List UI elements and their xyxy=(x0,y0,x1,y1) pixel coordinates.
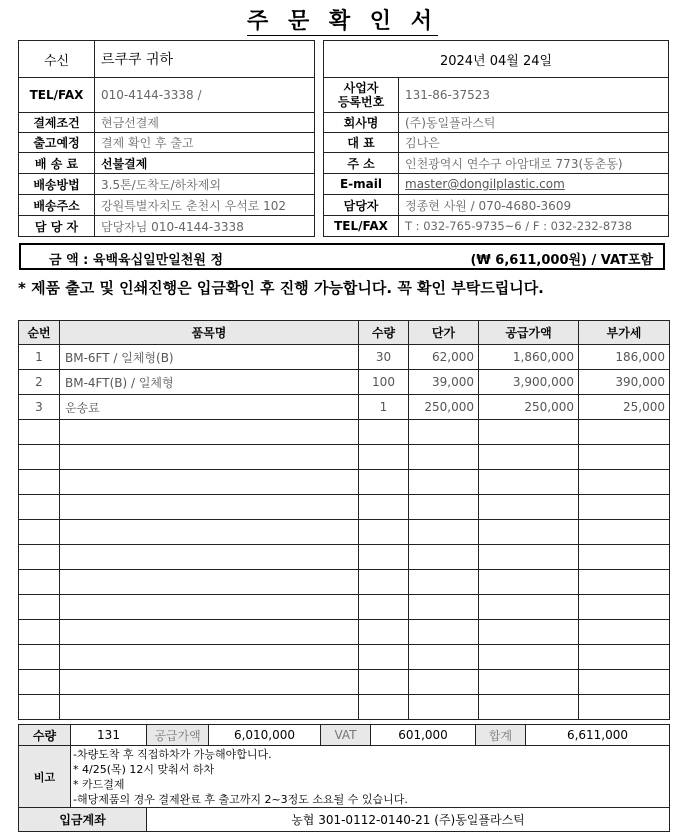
items-table xyxy=(18,320,670,720)
manager-value: 담당자님 010-4144-3338 xyxy=(95,216,315,237)
email-label: E-mail xyxy=(324,174,399,195)
empty-cell xyxy=(479,495,579,520)
company-value: (주)동일플라스틱 xyxy=(399,113,669,133)
summary-qty-value: 131 xyxy=(71,725,147,746)
empty-cell xyxy=(359,695,409,720)
empty-cell xyxy=(19,470,60,495)
row-name: BM-6FT / 일체형(B) xyxy=(60,345,359,370)
empty-table-row xyxy=(19,695,670,720)
ceo-value: 김나은 xyxy=(399,133,669,153)
bizno-label: 사업자 등록번호 xyxy=(324,78,399,113)
empty-cell xyxy=(479,595,579,620)
memo-label: 비고 xyxy=(19,746,71,808)
telfax-value: 010-4144-3338 / xyxy=(95,78,315,113)
delivery-address-label: 배송주소 xyxy=(19,195,95,216)
empty-cell xyxy=(479,520,579,545)
empty-cell xyxy=(409,570,479,595)
empty-cell xyxy=(19,445,60,470)
memo-line: * 카드결제 xyxy=(73,777,125,791)
empty-cell xyxy=(359,620,409,645)
empty-cell xyxy=(19,670,60,695)
empty-cell xyxy=(19,645,60,670)
empty-cell xyxy=(60,445,359,470)
row-no: 3 xyxy=(19,395,60,420)
delivery-fee-value: 선불결제 xyxy=(95,153,315,174)
empty-cell xyxy=(359,570,409,595)
table-row xyxy=(19,370,670,395)
payment-notice: * 제품 출고 및 인쇄진행은 입금확인 후 진행 가능합니다. 꼭 확인 부탁드립니다. xyxy=(18,279,544,297)
row-supply: 1,860,000 xyxy=(479,345,579,370)
empty-table-row xyxy=(19,595,670,620)
col-header-supply: 공급가액 xyxy=(479,321,579,345)
amount-korean: 금 액 : 육백육십일만일천원 정 xyxy=(49,253,223,268)
telfax-label: TEL/FAX xyxy=(19,78,95,113)
empty-cell xyxy=(409,545,479,570)
items-header-row xyxy=(19,321,670,345)
empty-cell xyxy=(479,470,579,495)
empty-cell xyxy=(579,470,670,495)
email-link[interactable]: master@dongilplastic.com xyxy=(405,177,565,191)
empty-cell xyxy=(579,445,670,470)
empty-cell xyxy=(60,645,359,670)
empty-cell xyxy=(479,545,579,570)
empty-cell xyxy=(19,545,60,570)
empty-cell xyxy=(409,670,479,695)
payment-label: 결제조건 xyxy=(19,113,95,133)
table-row xyxy=(19,395,670,420)
empty-cell xyxy=(19,695,60,720)
empty-cell xyxy=(19,570,60,595)
col-header-name: 품목명 xyxy=(60,321,359,345)
empty-cell xyxy=(579,595,670,620)
supplier-telfax-label: TEL/FAX xyxy=(324,216,399,237)
row-vat: 25,000 xyxy=(579,395,670,420)
empty-table-row xyxy=(19,495,670,520)
empty-cell xyxy=(60,470,359,495)
empty-cell xyxy=(579,645,670,670)
ceo-label: 대 표 xyxy=(324,133,399,153)
empty-cell xyxy=(60,620,359,645)
row-unit-price: 250,000 xyxy=(409,395,479,420)
empty-table-row xyxy=(19,420,670,445)
row-qty: 30 xyxy=(359,345,409,370)
recipient-value: 르쿠쿠 귀하 xyxy=(95,41,315,78)
memo-line: * 4/25(목) 12시 맞춰서 하차 xyxy=(73,762,215,776)
contact-value: 정종현 사원 / 070-4680-3609 xyxy=(399,195,669,216)
empty-cell xyxy=(479,620,579,645)
delivery-method-value: 3.5톤/도착도/하차제외 xyxy=(95,174,315,195)
empty-cell xyxy=(359,645,409,670)
row-unit-price: 62,000 xyxy=(409,345,479,370)
col-header-unit-price: 단가 xyxy=(409,321,479,345)
memo-line: -해당제품의 경우 결제완료 후 출고까지 2~3정도 소요될 수 있습니다. xyxy=(73,792,408,806)
delivery-address-value: 강원특별자치도 춘천시 우석로 102 xyxy=(95,195,315,216)
empty-cell xyxy=(60,420,359,445)
empty-cell xyxy=(579,420,670,445)
empty-cell xyxy=(60,495,359,520)
row-unit-price: 39,000 xyxy=(409,370,479,395)
summary-supply-label: 공급가액 xyxy=(147,725,209,746)
shipping-plan-label: 출고예정 xyxy=(19,133,95,153)
empty-cell xyxy=(579,670,670,695)
summary-vat-value: 601,000 xyxy=(371,725,476,746)
empty-cell xyxy=(60,545,359,570)
empty-cell xyxy=(579,695,670,720)
empty-cell xyxy=(359,445,409,470)
empty-cell xyxy=(359,545,409,570)
row-no: 2 xyxy=(19,370,60,395)
amount-box xyxy=(19,243,665,270)
empty-cell xyxy=(19,420,60,445)
document-title: 주 문 확 인 서 xyxy=(247,9,438,34)
empty-table-row xyxy=(19,520,670,545)
empty-cell xyxy=(409,445,479,470)
table-row xyxy=(19,345,670,370)
row-qty: 100 xyxy=(359,370,409,395)
empty-cell xyxy=(359,595,409,620)
memo-content xyxy=(71,746,670,808)
empty-cell xyxy=(359,670,409,695)
empty-cell xyxy=(60,570,359,595)
empty-cell xyxy=(60,670,359,695)
empty-cell xyxy=(359,520,409,545)
col-header-qty: 수량 xyxy=(359,321,409,345)
delivery-method-label: 배송방법 xyxy=(19,174,95,195)
empty-cell xyxy=(409,520,479,545)
address-value: 인천광역시 연수구 아암대로 773(동춘동) xyxy=(399,153,669,174)
empty-cell xyxy=(479,670,579,695)
empty-cell xyxy=(579,495,670,520)
empty-table-row xyxy=(19,620,670,645)
empty-cell xyxy=(479,645,579,670)
col-header-no: 순번 xyxy=(19,321,60,345)
recipient-label: 수신 xyxy=(19,41,95,78)
row-vat: 390,000 xyxy=(579,370,670,395)
contact-label: 담당자 xyxy=(324,195,399,216)
row-supply: 250,000 xyxy=(479,395,579,420)
empty-cell xyxy=(409,620,479,645)
empty-cell xyxy=(409,420,479,445)
summary-total-value: 6,611,000 xyxy=(526,725,670,746)
empty-cell xyxy=(19,520,60,545)
empty-cell xyxy=(579,545,670,570)
empty-cell xyxy=(359,495,409,520)
empty-table-row xyxy=(19,470,670,495)
row-name: BM-4FT(B) / 일체형 xyxy=(60,370,359,395)
empty-cell xyxy=(409,470,479,495)
supplier-telfax-value: T : 032-765-9735~6 / F : 032-232-8738 xyxy=(399,216,669,237)
summary-supply-value: 6,010,000 xyxy=(209,725,321,746)
empty-cell xyxy=(479,445,579,470)
delivery-fee-label: 배 송 료 xyxy=(19,153,95,174)
empty-cell xyxy=(579,570,670,595)
account-value: 농협 301-0112-0140-21 (주)동일플라스틱 xyxy=(147,808,670,832)
empty-cell xyxy=(479,420,579,445)
shipping-plan-value: 결제 확인 후 출고 xyxy=(95,133,315,153)
summary-qty-label: 수량 xyxy=(19,725,71,746)
summary-vat-label: VAT xyxy=(321,725,371,746)
empty-cell xyxy=(60,595,359,620)
empty-cell xyxy=(60,695,359,720)
row-supply: 3,900,000 xyxy=(479,370,579,395)
empty-table-row xyxy=(19,445,670,470)
amount-total: (₩ 6,611,000원) / VAT포함 xyxy=(470,253,653,268)
empty-table-row xyxy=(19,570,670,595)
recipient-info-table xyxy=(18,40,315,237)
bizno-value: 131-86-37523 xyxy=(399,78,669,113)
memo-line: -차량도착 후 직접하차가 가능해야합니다. xyxy=(73,747,272,761)
row-vat: 186,000 xyxy=(579,345,670,370)
empty-cell xyxy=(359,420,409,445)
empty-table-row xyxy=(19,645,670,670)
empty-cell xyxy=(479,570,579,595)
order-date: 2024년 04월 24일 xyxy=(324,41,669,78)
address-label: 주 소 xyxy=(324,153,399,174)
empty-cell xyxy=(409,645,479,670)
empty-cell xyxy=(19,495,60,520)
empty-table-row xyxy=(19,545,670,570)
payment-value: 현금선결제 xyxy=(95,113,315,133)
row-no: 1 xyxy=(19,345,60,370)
empty-cell xyxy=(579,520,670,545)
row-name: 운송료 xyxy=(60,395,359,420)
company-label: 회사명 xyxy=(324,113,399,133)
manager-label: 담 당 자 xyxy=(19,216,95,237)
account-label: 입금계좌 xyxy=(19,808,147,832)
col-header-vat: 부가세 xyxy=(579,321,670,345)
empty-cell xyxy=(60,520,359,545)
empty-cell xyxy=(19,595,60,620)
supplier-info-table xyxy=(323,40,669,237)
row-qty: 1 xyxy=(359,395,409,420)
empty-cell xyxy=(409,695,479,720)
empty-cell xyxy=(479,695,579,720)
empty-cell xyxy=(359,470,409,495)
email-cell xyxy=(399,174,669,195)
empty-cell xyxy=(19,620,60,645)
empty-cell xyxy=(409,495,479,520)
empty-rows xyxy=(19,420,670,720)
empty-table-row xyxy=(19,670,670,695)
empty-cell xyxy=(579,620,670,645)
summary-table xyxy=(18,724,670,832)
summary-total-label: 합계 xyxy=(476,725,526,746)
empty-cell xyxy=(409,595,479,620)
